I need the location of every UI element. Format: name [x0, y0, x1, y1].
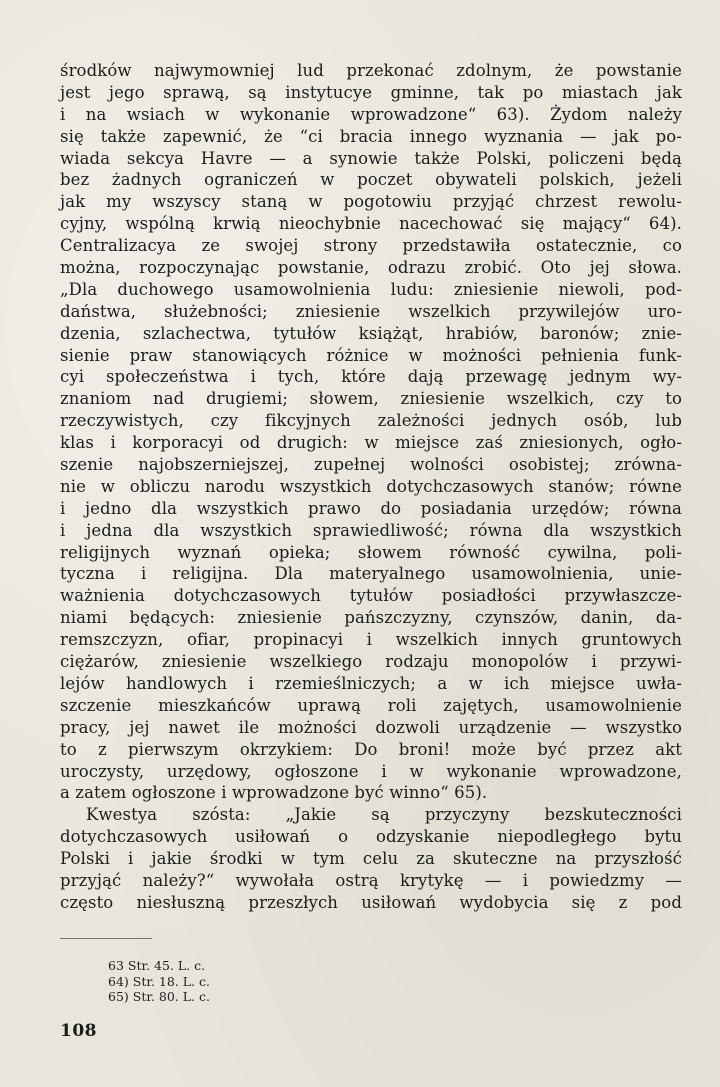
text-line: często niesłuszną przeszłych usiłowań wydobycia się z pod [60, 892, 682, 912]
text-line: się także zapewnić, że “ci bracia innego wyznania — jak po- [60, 126, 682, 146]
footnotes [108, 958, 408, 1005]
text-line: to z pierwszym okrzykiem: Do broni! może być przez akt [60, 739, 682, 759]
text-line: jest jego sprawą, są instytucye gminne, tak po miastach jak [60, 82, 682, 102]
footnote: 64) Str. 18. L. c. [108, 973, 210, 989]
text-line: remszczyzn, ofiar, propinacyi i wszelkich innych gruntowych [60, 630, 682, 650]
text-line: sienie praw stanowiących różnice w możności pełnienia funk- [60, 345, 682, 365]
text-line: klas i korporacyi od drugich: w miejsce zaś zniesionych, ogło- [60, 433, 682, 453]
text-line: Centralizacya ze swojej strony przedstawiła ostatecznie, co [60, 236, 682, 256]
text-line: jak my wszyscy staną w pogotowiu przyjąć chrzest rewolu- [60, 192, 682, 212]
text-line: szenie najobszerniejszej, zupełnej wolności osobistej; zrówna- [60, 455, 682, 475]
text-line: i na wsiach w wykonanie wprowadzone“ 63). Żydom należy [60, 104, 682, 124]
text-line: ważnienia dotychczasowych tytułów posiadłości przywłaszcze- [60, 586, 682, 606]
text-line: Kwestya szósta: „Jakie są przyczyny bezskuteczności [86, 805, 682, 825]
footnote-separator [60, 938, 152, 939]
text-line: tyczna i religijna. Dla materyalnego usamowolnienia, unie- [60, 564, 682, 584]
text-line: ciężarów, zniesienie wszelkiego rodzaju monopolów i przywi- [60, 652, 682, 672]
text-line: daństwa, służebności; zniesienie wszelkich przywilejów uro- [60, 301, 682, 321]
text-line: lejów handlowych i rzemieślniczych; a w ich miejsce uwła- [60, 673, 682, 693]
text-line: i jedno dla wszystkich prawo do posiadania urzędów; równa [60, 498, 682, 518]
text-line: rzeczywistych, czy fikcyjnych zależności jednych osób, lub [60, 411, 682, 431]
text-line: a zatem ogłoszone i wprowadzone być winno“ 65). [60, 783, 488, 803]
text-line: „Dla duchowego usamowolnienia ludu: zniesienie niewoli, pod- [60, 279, 682, 299]
text-line: cyi społeczeństwa i tych, które dają przewagę jednym wy- [60, 367, 682, 387]
text-line: niami będących: zniesienie pańszczyzny, czynszów, danin, da- [60, 608, 682, 628]
text-line: i jedna dla wszystkich sprawiedliwość; równa dla wszystkich [60, 520, 682, 540]
text-line: cyjny, wspólną krwią nieochybnie nacechować się mający“ 64). [60, 214, 682, 234]
text-line: pracy, jej nawet ile możności dozwoli urządzenie — wszystko [60, 717, 682, 737]
text-line: środków najwymowniej lud przekonać zdolnym, że powstanie [60, 61, 682, 80]
text-line: wiada sekcya Havre — a synowie także Polski, policzeni będą [60, 148, 682, 168]
text-line: bez żadnych ograniczeń w poczet obywateli polskich, jeżeli [60, 170, 682, 190]
text-line: nie w obliczu narodu wszystkich dotychczasowych stanów; równe [60, 476, 682, 496]
body-text [60, 60, 682, 914]
text-line: szczenie mieszkańców uprawą roli zajętych, usamowolnienie [60, 695, 682, 715]
text-line: znaniom nad drugiemi; słowem, zniesienie wszelkich, czy to [60, 389, 682, 409]
text-line: można, rozpoczynając powstanie, odrazu zrobić. Oto jej słowa. [60, 258, 682, 278]
text-line: dotychczasowych usiłowań o odzyskanie niepodległego bytu [60, 827, 682, 847]
text-line: Polski i jakie środki w tym celu za skuteczne na przyszłość [60, 849, 682, 869]
text-line: dzenia, szlachectwa, tytułów książąt, hrabiów, baronów; znie- [60, 323, 682, 343]
text-line: religijnych wyznań opieka; słowem równość cywilna, poli- [60, 542, 682, 562]
footnote: 63 Str. 45. L. c. [108, 958, 206, 973]
footnote: 65) Str. 80. L. c. [108, 989, 210, 1004]
text-line: uroczysty, urzędowy, ogłoszone i w wykonanie wprowadzone, [60, 761, 682, 781]
page-number: 108 [60, 1021, 97, 1041]
text-line: przyjąć należy?“ wywołała ostrą krytykę — i powiedzmy — [60, 870, 682, 890]
